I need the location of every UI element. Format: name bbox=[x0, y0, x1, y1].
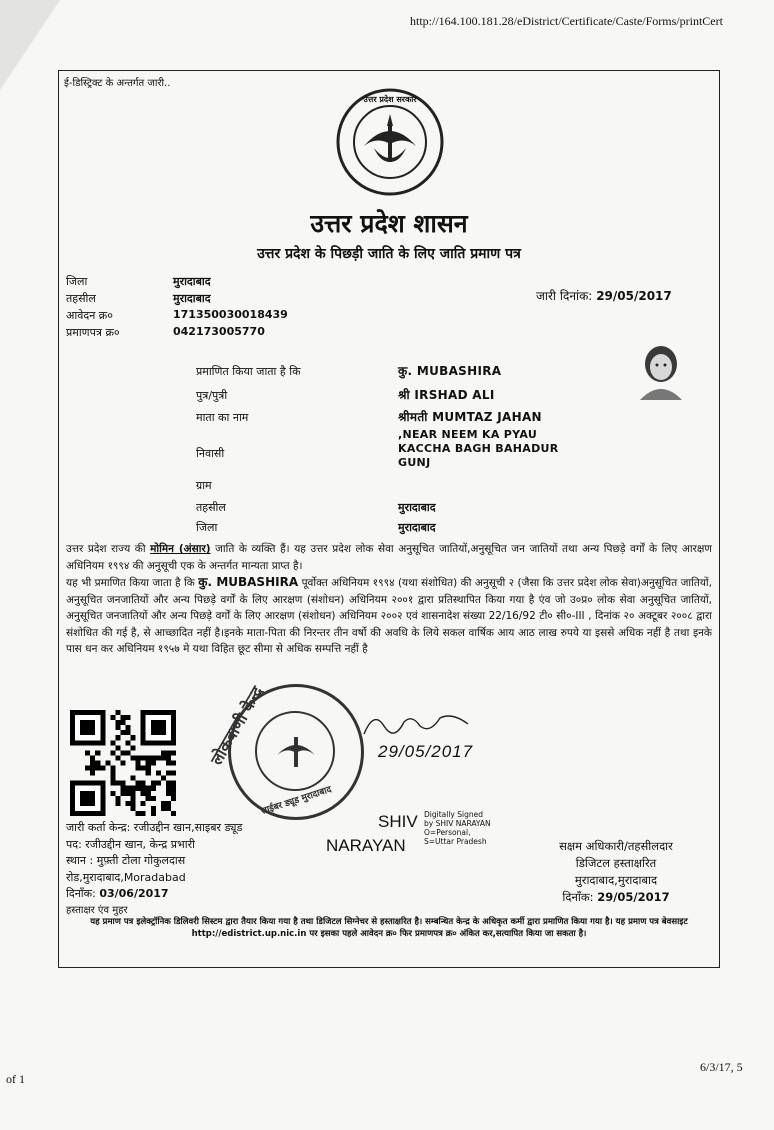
detail-tehsil: मुरादाबाद bbox=[398, 501, 436, 514]
applicant-photo bbox=[630, 340, 692, 400]
emblem-text: उत्तर प्रदेश सरकार bbox=[363, 95, 417, 104]
mother-label: माता का नाम bbox=[196, 411, 249, 424]
authority-date-row bbox=[516, 889, 716, 906]
handwritten-signature bbox=[360, 704, 480, 744]
meta-district-label: जिला bbox=[66, 275, 88, 288]
applicant-name: MUBASHIRA bbox=[416, 364, 502, 378]
print-date: 6/3/17, 5 bbox=[700, 1060, 743, 1074]
authority-block bbox=[516, 838, 716, 906]
ds-detail-1: Digitally Signed bbox=[424, 810, 483, 819]
issuer-block bbox=[66, 820, 242, 919]
certification-paragraph bbox=[66, 541, 712, 658]
detail-district-label: जिला bbox=[196, 521, 218, 534]
village-label: ग्राम bbox=[196, 479, 212, 492]
p1-text: जाति के व्यक्ति हैं। यह उत्तर प्रदेश लोक सेवा अनुसूचित जातियों,अनुसूचित जन जातियों तथा अन्य पिछड़े वर्गों के लिए आरक्षण अधिनियम १९९४ की अनुसूची एक के अन्तर्गत मान्यता प्राप्त है। bbox=[66, 543, 713, 572]
issuer-place-1: स्थान : मुफ़्ती टोला गोकुलदास bbox=[66, 854, 186, 867]
mother-row bbox=[398, 408, 542, 425]
sign-and-seal-label: हस्ताक्षर एंव मुहर bbox=[66, 904, 128, 916]
meta-district: मुरादाबाद bbox=[173, 275, 211, 288]
father-row bbox=[398, 386, 495, 403]
stamp-emblem bbox=[271, 729, 321, 773]
authority-date-label: दिनाँक: bbox=[562, 890, 594, 904]
issuer-date-row bbox=[66, 886, 242, 903]
p2-text: पूर्वोक्त अधिनियम १९९४ (यथा संशोधित) की अनुसूची २ (जैसा कि उत्तर प्रदेश लोक सेवा)अनुसूचित जातियों, अनुसूचित जनजातियों और अन्य पिछड़े वर्गों के लिए आरक्षण (संशोधन) अधिनियम २००१ द्वारा प्रतिस्थापित किया गया है एंव जो उ०प्र० लोक सेवा अनुसूचित जातियों, अनुसूचित जनजातियों और अन्य पिछड़े वर्गों के लिए आरक्षण (संशोधन) अधिनियम २००२ एवं शासनादेश संख्या 22/16/92 टी० सी०-III , दिनांक २० अक्टूबर २००८ द्वारा संशोधित की गई है, से आच्छादित नहीं है।इनके माता-पिता की निरन्तर तीन वर्षो की अवधि के लिये सकल वार्षिक आय आठ लाख रुपये या इससे अधिक नहीं है तथा इनके पास धन कर अधिनियम १९५७ मे यथा विहित छूट सीमा से अधिक सम्पत्ति नहीं है bbox=[66, 577, 712, 655]
issue-date-label: जारी दिनांक: bbox=[536, 289, 593, 303]
father-name: IRSHAD ALI bbox=[414, 388, 495, 402]
ds-detail-3: O=Personal, bbox=[424, 828, 471, 837]
certificate-number: 042173005770 bbox=[173, 325, 265, 338]
issuer-date: 03/06/2017 bbox=[99, 887, 169, 900]
issuer-place-2: रोड,मुरादाबाद,Moradabad bbox=[66, 870, 186, 884]
mother-prefix: श्रीमती bbox=[398, 410, 428, 424]
issued-under-note: ई-डिस्ट्रिक्ट के अन्तर्गत जारी.. bbox=[64, 78, 171, 89]
issue-date-row bbox=[536, 287, 672, 304]
ds-detail-4: S=Uttar Pradesh bbox=[424, 837, 487, 846]
handwritten-date: 29/05/2017 bbox=[378, 742, 474, 761]
caste-name: मोमिन (अंसार) bbox=[150, 543, 211, 555]
application-label: आवेदन क्र० bbox=[66, 309, 113, 322]
application-number: 171350030018439 bbox=[173, 308, 288, 321]
scan-shadow bbox=[0, 0, 60, 90]
resident-label: निवासी bbox=[196, 447, 225, 460]
p2-intro: यह भी प्रमाणित किया जाता है कि bbox=[66, 577, 195, 589]
issuer-in-charge: पद: रजीउद्दीन खान, केन्द्र प्रभारी bbox=[66, 837, 195, 851]
office-stamp bbox=[206, 682, 364, 820]
address-line-2: KACCHA BAGH BAHADUR bbox=[398, 442, 559, 455]
verification-note: यह प्रमाण पत्र इलेक्ट्रॉनिक डिलिवरी सिस्टम द्वारा तैयार किया गया है तथा डिजिटल सिग्नेचर से हस्ताक्षरित है। सम्बन्धित केन्द्र के अधिकृत कर्मी द्वारा प्रमाणित किया गया है। यह प्रमाण पत्र बेवसाइट http://edistrict.up.nic.in पर इसका पहले आवेदन क्र० फिर प्रमाणपत्र क्र० अंकित कर,सत्यापित किया जा सकता है। bbox=[90, 917, 688, 939]
page-info: of 1 bbox=[6, 1072, 25, 1086]
stamp-bottom-text: साईबर ड्यूड मुरादाबाद bbox=[260, 784, 333, 818]
address-block bbox=[398, 428, 559, 470]
digital-sign-details bbox=[424, 810, 491, 846]
issue-date: 29/05/2017 bbox=[596, 289, 672, 303]
applicant-name-row bbox=[398, 362, 501, 379]
qr-code bbox=[70, 710, 176, 816]
p2-applicant-name: कु. MUBASHIRA bbox=[198, 575, 299, 589]
print-url: http://164.100.181.28/eDistrict/Certificate/Caste/Forms/printCert bbox=[410, 14, 723, 28]
detail-district: मुरादाबाद bbox=[398, 521, 436, 534]
son-daughter-label: पुत्र/पुत्री bbox=[196, 389, 228, 402]
certified-label: प्रमाणित किया जाता है कि bbox=[196, 365, 301, 378]
issuer-kendra: जारी कर्ता केन्द्र: रजीउद्दीन खान,साइबर ड्यूड bbox=[66, 821, 243, 834]
address-line-3: GUNJ bbox=[398, 456, 431, 469]
father-prefix: श्री bbox=[398, 388, 410, 402]
issuer-date-label: दिनाँक: bbox=[66, 887, 96, 900]
meta-tehsil: मुरादाबाद bbox=[173, 292, 211, 305]
authority-location: मुरादाबाद,मुरादाबाद bbox=[574, 873, 658, 887]
digital-signer-name-2: NARAYAN bbox=[326, 836, 406, 855]
address-line-1: ,NEAR NEEM KA PYAU bbox=[398, 428, 538, 441]
meta-tehsil-label: तहसील bbox=[66, 292, 96, 305]
authority-sign-type: डिजिटल हस्ताक्षरित bbox=[575, 856, 657, 870]
certificate-number-label: प्रमाणपत्र क्र० bbox=[66, 326, 120, 339]
stamp-outer-text: लोकवाणी केन्द्र bbox=[206, 682, 267, 769]
certificate-subtitle: उत्तर प्रदेश के पिछड़ी जाति के लिए जाति प्रमाण पत्र bbox=[257, 246, 521, 262]
p1-intro: उत्तर प्रदेश राज्य की bbox=[66, 543, 146, 555]
name-prefix: कु. bbox=[398, 364, 413, 378]
mother-name: MUMTAZ JAHAN bbox=[432, 410, 542, 424]
ds-detail-2: by SHIV NARAYAN bbox=[424, 819, 491, 828]
authority-role: सक्षम अधिकारी/तहसीलदार bbox=[559, 839, 673, 853]
certificate-title: उत्तर प्रदेश शासन bbox=[310, 209, 468, 238]
digital-signer-name-1: SHIV bbox=[378, 812, 418, 831]
detail-tehsil-label: तहसील bbox=[196, 501, 226, 514]
authority-date: 29/05/2017 bbox=[597, 890, 670, 904]
